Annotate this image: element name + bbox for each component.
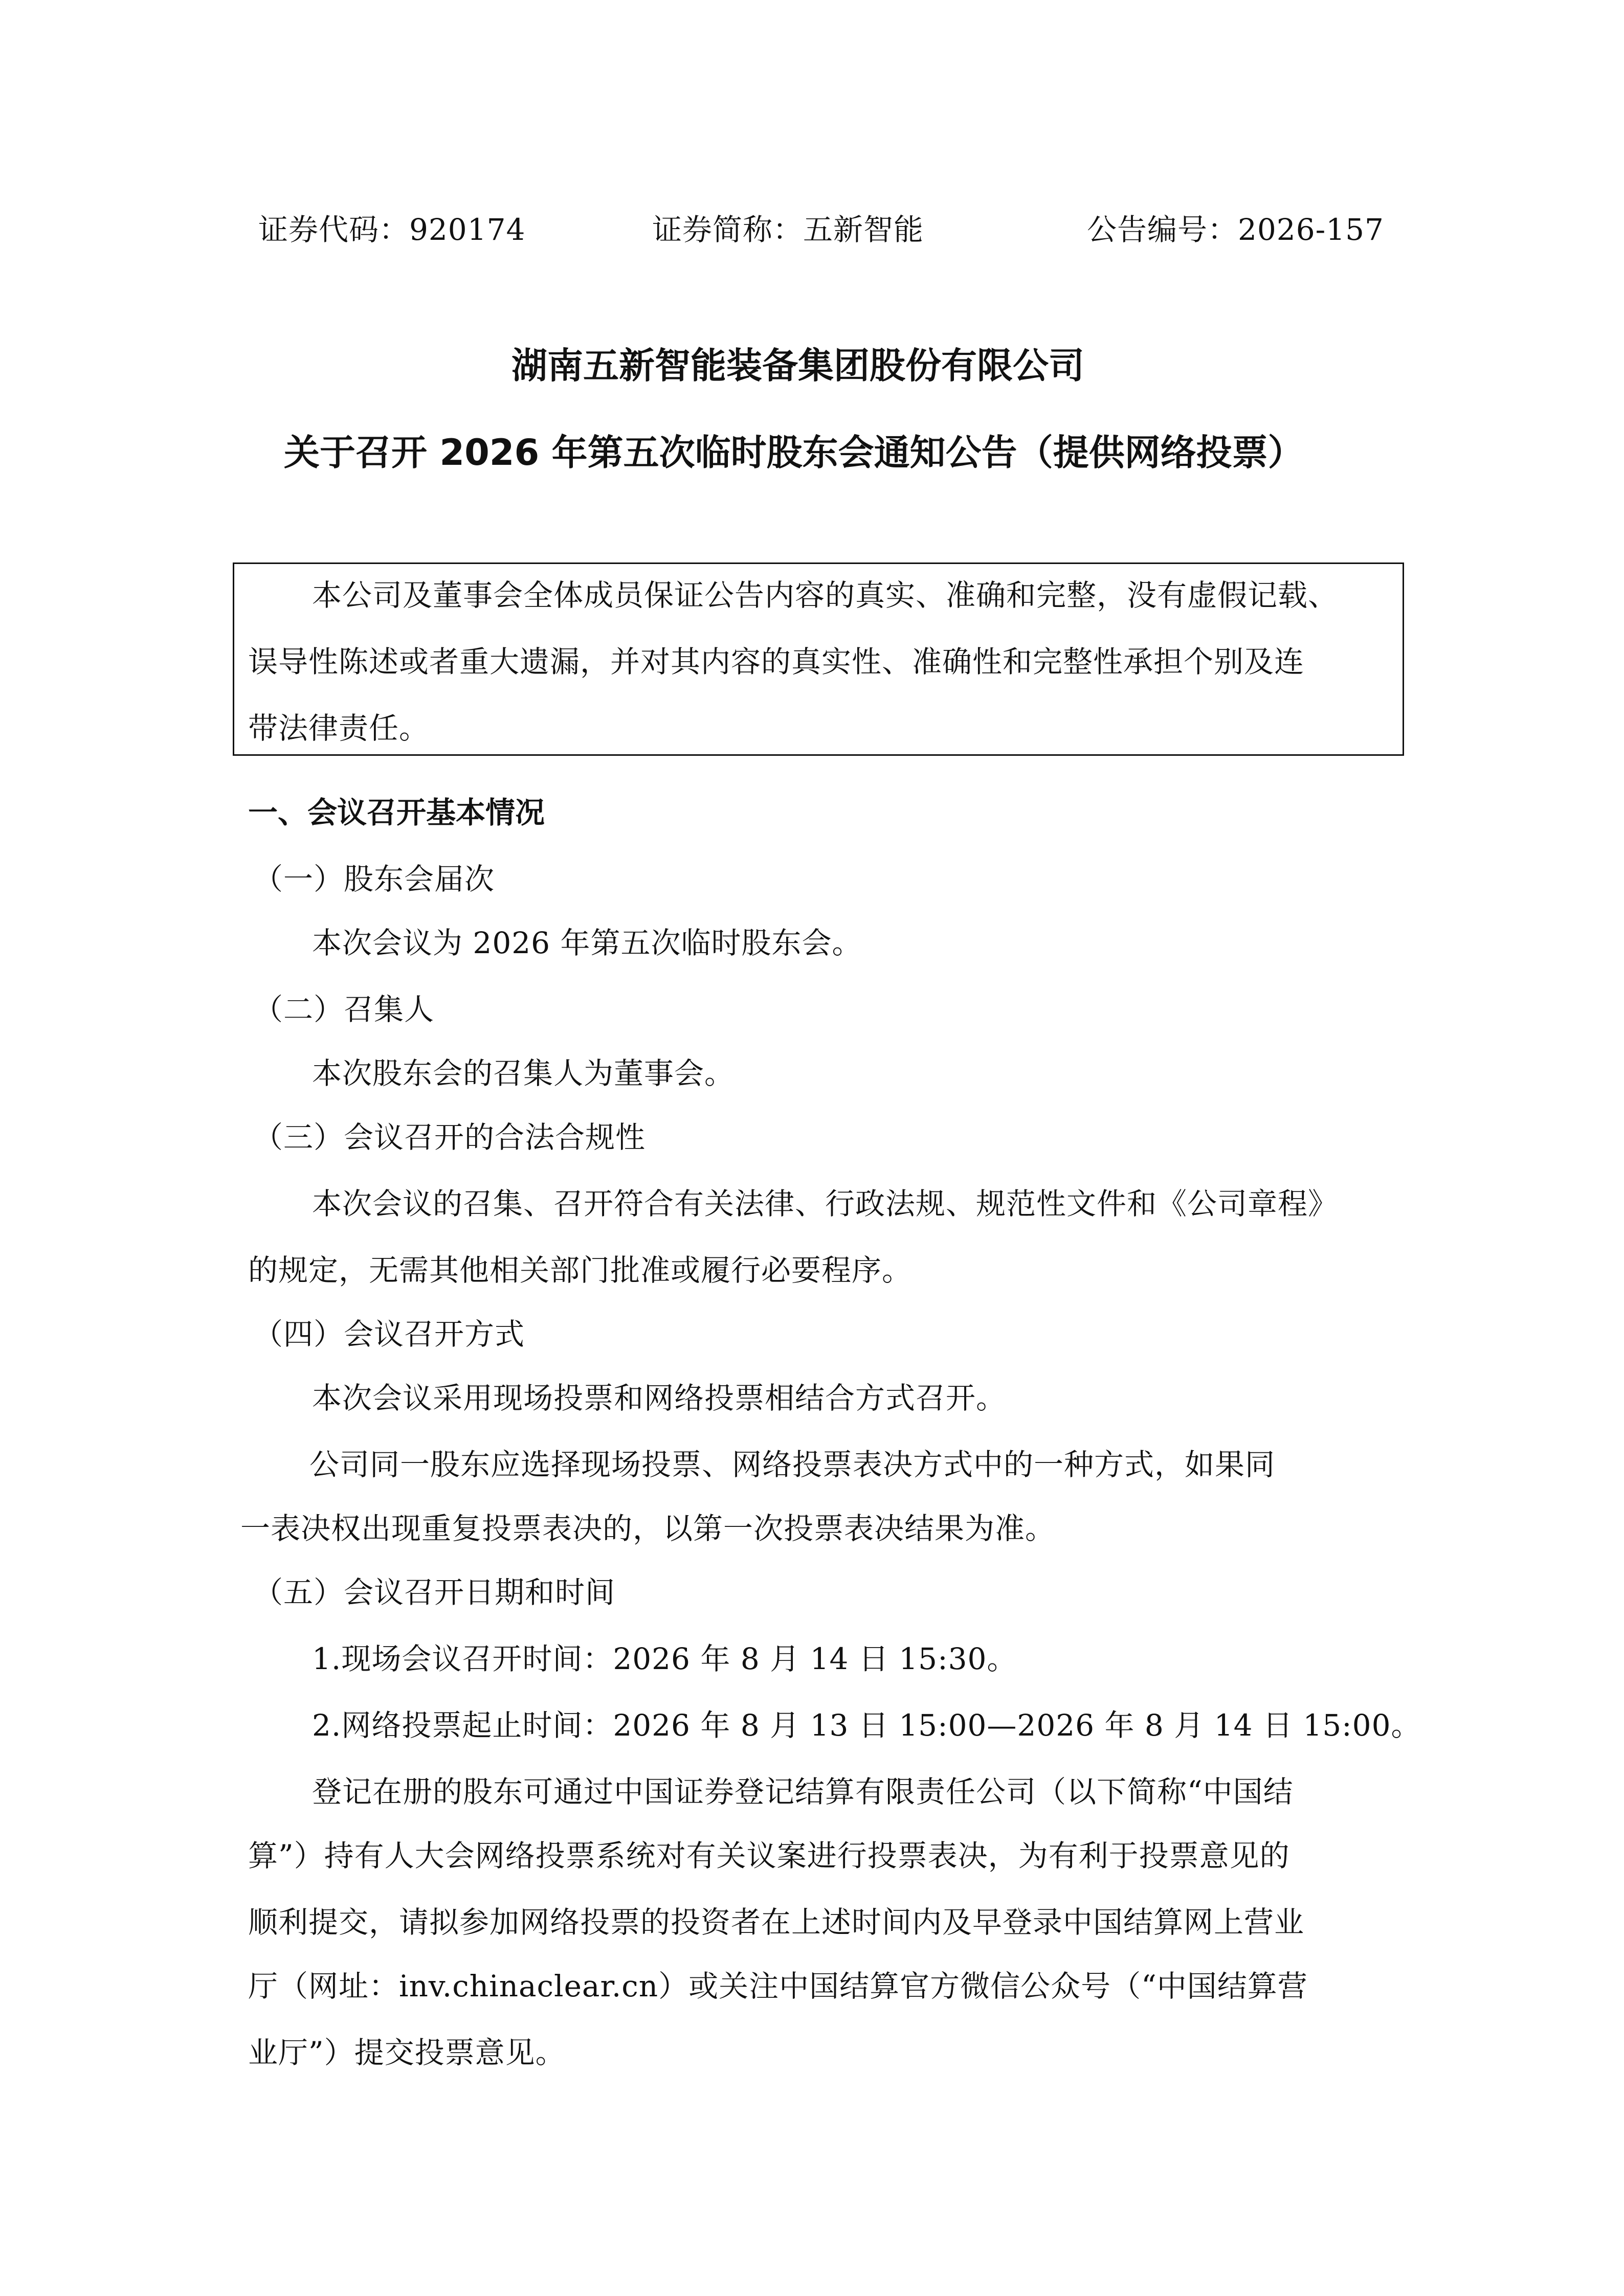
voting-paragraph-line-2: 算”）持有人大会网络投票系统对有关议案进行投票表决，为有利于投票意见的 bbox=[248, 1838, 1290, 1873]
convener-text: 本次股东会的召集人为董事会。 bbox=[312, 1056, 735, 1091]
disclaimer-line-3: 带法律责任。 bbox=[248, 711, 430, 746]
disclaimer-line-2: 误导性陈述或者重大遗漏，并对其内容的真实性、准确性和完整性承担个别及连 bbox=[248, 644, 1305, 679]
voting-paragraph-line-1: 登记在册的股东可通过中国证券登记结算有限责任公司（以下简称“中国结 bbox=[312, 1774, 1294, 1809]
method-paragraph-line-2: 一表决权出现重复投票表决的，以第一次投票表决结果为准。 bbox=[240, 1511, 1056, 1546]
subsection-session: （一）股东会届次 bbox=[253, 862, 495, 896]
stock-abbreviation: 证券简称：五新智能 bbox=[652, 212, 924, 247]
subsection-method: （四）会议召开方式 bbox=[253, 1317, 525, 1352]
disclaimer-line-1: 本公司及董事会全体成员保证公告内容的真实、准确和完整，没有虚假记载、 bbox=[312, 578, 1339, 613]
legality-line-1: 本次会议的召集、召开符合有关法律、行政法规、规范性文件和《公司章程》 bbox=[312, 1186, 1339, 1221]
section-heading-basic-info: 一、会议召开基本情况 bbox=[248, 795, 545, 830]
subsection-legality: （三）会议召开的合法合规性 bbox=[253, 1120, 646, 1155]
stock-code: 证券代码：920174 bbox=[258, 212, 526, 247]
subsection-date-time: （五）会议召开日期和时间 bbox=[253, 1575, 616, 1610]
method-paragraph-line-1: 公司同一股东应选择现场投票、网络投票表决方式中的一种方式，如果同 bbox=[309, 1447, 1276, 1482]
announcement-number: 公告编号：2026-157 bbox=[1087, 212, 1384, 247]
session-text: 本次会议为 2026 年第五次临时股东会。 bbox=[312, 926, 862, 960]
onsite-meeting-time: 1.现场会议召开时间：2026 年 8 月 14 日 15:30。 bbox=[312, 1641, 1017, 1676]
voting-paragraph-line-4: 厅（网址：inv.chinaclear.cn）或关注中国结算官方微信公众号（“中国结算营 bbox=[248, 1969, 1308, 2004]
announcement-title: 关于召开 2026 年第五次临时股东会通知公告（提供网络投票） bbox=[284, 432, 1304, 474]
legality-line-2: 的规定，无需其他相关部门批准或履行必要程序。 bbox=[248, 1253, 913, 1288]
subsection-convener: （二）召集人 bbox=[253, 992, 435, 1027]
voting-paragraph-line-3: 顺利提交，请拟参加网络投票的投资者在上述时间内及早登录中国结算网上营业 bbox=[248, 1905, 1305, 1940]
method-text: 本次会议采用现场投票和网络投票相结合方式召开。 bbox=[312, 1381, 1007, 1415]
company-title: 湖南五新智能装备集团股份有限公司 bbox=[511, 345, 1084, 387]
online-voting-period: 2.网络投票起止时间：2026 年 8 月 13 日 15:00—2026 年 8 月 14 日 15:00。 bbox=[312, 1708, 1421, 1743]
voting-paragraph-line-5: 业厅”）提交投票意见。 bbox=[248, 2035, 566, 2070]
